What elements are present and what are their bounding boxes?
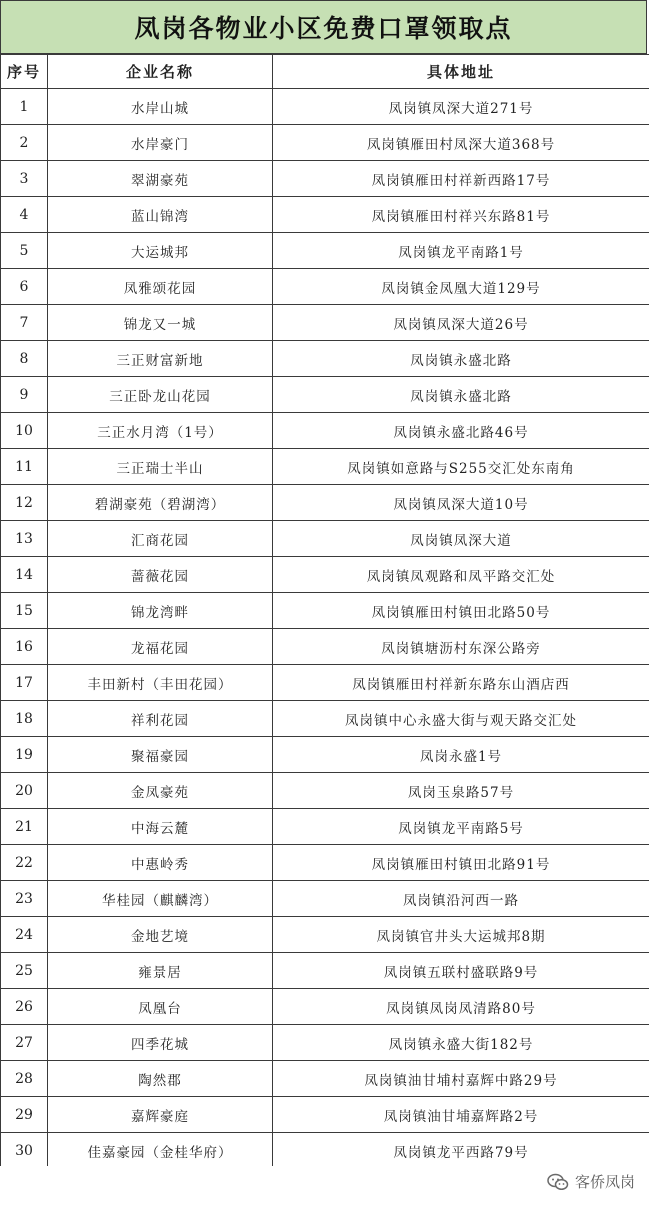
address: 凤岗镇凤观路和凤平路交汇处 — [273, 557, 649, 593]
address: 凤岗镇雁田村祥新西路17号 — [273, 161, 649, 197]
table-row — [1, 449, 649, 485]
row-number: 27 — [1, 1025, 48, 1061]
table-row — [1, 665, 649, 701]
address: 凤岗镇中心永盛大街与观天路交汇处 — [273, 701, 649, 737]
table-row — [1, 629, 649, 665]
community-name: 蓝山锦湾 — [48, 197, 273, 233]
table-row — [1, 413, 649, 449]
table-row — [1, 269, 649, 305]
table-row — [1, 953, 649, 989]
row-number: 16 — [1, 629, 48, 665]
community-name: 水岸山城 — [48, 89, 273, 125]
table-row — [1, 161, 649, 197]
column-header-name: 企业名称 — [48, 55, 273, 89]
address: 凤岗镇雁田村祥兴东路81号 — [273, 197, 649, 233]
address: 凤岗镇五联村盛联路9号 — [273, 953, 649, 989]
column-header-no: 序号 — [1, 55, 48, 89]
address: 凤岗镇永盛北路46号 — [273, 413, 649, 449]
table-row — [1, 773, 649, 809]
table-row — [1, 233, 649, 269]
community-name: 凤凰台 — [48, 989, 273, 1025]
table-row — [1, 521, 649, 557]
address: 凤岗镇永盛北路 — [273, 377, 649, 413]
column-header-address: 具体地址 — [273, 55, 649, 89]
address: 凤岗镇塘沥村东深公路旁 — [273, 629, 649, 665]
address: 凤岗镇凤岗凤清路80号 — [273, 989, 649, 1025]
address: 凤岗镇雁田村镇田北路50号 — [273, 593, 649, 629]
table-row — [1, 917, 649, 953]
address: 凤岗镇龙平南路1号 — [273, 233, 649, 269]
row-number: 10 — [1, 413, 48, 449]
community-name: 大运城邦 — [48, 233, 273, 269]
pickup-points-table — [0, 54, 649, 1169]
row-number: 4 — [1, 197, 48, 233]
row-number: 6 — [1, 269, 48, 305]
community-name: 聚福豪园 — [48, 737, 273, 773]
row-number: 5 — [1, 233, 48, 269]
community-name: 陶然郡 — [48, 1061, 273, 1097]
community-name: 丰田新村（丰田花园） — [48, 665, 273, 701]
community-name: 三正卧龙山花园 — [48, 377, 273, 413]
page-title: 凤岗各物业小区免费口罩领取点 — [0, 0, 647, 54]
table-row — [1, 737, 649, 773]
row-number: 28 — [1, 1061, 48, 1097]
community-name: 翠湖豪苑 — [48, 161, 273, 197]
address: 凤岗镇油甘埔村嘉辉中路29号 — [273, 1061, 649, 1097]
table-row — [1, 989, 649, 1025]
address: 凤岗镇永盛大街182号 — [273, 1025, 649, 1061]
community-name: 三正财富新地 — [48, 341, 273, 377]
wechat-icon — [547, 1173, 569, 1191]
address: 凤岗永盛1号 — [273, 737, 649, 773]
row-number: 22 — [1, 845, 48, 881]
table-row — [1, 341, 649, 377]
address: 凤岗镇官井头大运城邦8期 — [273, 917, 649, 953]
wechat-watermark — [547, 1171, 635, 1192]
watermark-text: 客侨凤岗 — [574, 1173, 635, 1191]
table-row — [1, 377, 649, 413]
row-number: 13 — [1, 521, 48, 557]
address: 凤岗镇雁田村祥新东路东山酒店西 — [273, 665, 649, 701]
community-name: 中海云麓 — [48, 809, 273, 845]
address: 凤岗镇龙平西路79号 — [273, 1133, 649, 1169]
table-row — [1, 557, 649, 593]
address: 凤岗镇永盛北路 — [273, 341, 649, 377]
community-name: 雍景居 — [48, 953, 273, 989]
row-number: 24 — [1, 917, 48, 953]
community-name: 三正水月湾（1号） — [48, 413, 273, 449]
address: 凤岗镇雁田村镇田北路91号 — [273, 845, 649, 881]
row-number: 25 — [1, 953, 48, 989]
address: 凤岗镇金凤凰大道129号 — [273, 269, 649, 305]
community-name: 汇商花园 — [48, 521, 273, 557]
community-name: 华桂园（麒麟湾） — [48, 881, 273, 917]
community-name: 四季花城 — [48, 1025, 273, 1061]
table-row — [1, 197, 649, 233]
address: 凤岗镇沿河西一路 — [273, 881, 649, 917]
address: 凤岗玉泉路57号 — [273, 773, 649, 809]
row-number: 23 — [1, 881, 48, 917]
community-name: 金凤豪苑 — [48, 773, 273, 809]
table-row — [1, 1061, 649, 1097]
address: 凤岗镇油甘埔嘉辉路2号 — [273, 1097, 649, 1133]
community-name: 蔷薇花园 — [48, 557, 273, 593]
table-row — [1, 881, 649, 917]
table-row — [1, 89, 649, 125]
row-number: 7 — [1, 305, 48, 341]
address: 凤岗镇雁田村凤深大道368号 — [273, 125, 649, 161]
row-number: 11 — [1, 449, 48, 485]
table-row — [1, 1133, 649, 1169]
table-row — [1, 305, 649, 341]
table-row — [1, 485, 649, 521]
community-name: 嘉辉豪庭 — [48, 1097, 273, 1133]
table-row — [1, 125, 649, 161]
row-number: 12 — [1, 485, 48, 521]
row-number: 17 — [1, 665, 48, 701]
table-row — [1, 593, 649, 629]
community-name: 碧湖豪苑（碧湖湾） — [48, 485, 273, 521]
address: 凤岗镇凤深大道26号 — [273, 305, 649, 341]
community-name: 金地艺境 — [48, 917, 273, 953]
row-number: 20 — [1, 773, 48, 809]
row-number: 1 — [1, 89, 48, 125]
community-name: 中惠岭秀 — [48, 845, 273, 881]
row-number: 9 — [1, 377, 48, 413]
row-number: 2 — [1, 125, 48, 161]
row-number: 21 — [1, 809, 48, 845]
row-number: 29 — [1, 1097, 48, 1133]
community-name: 佳嘉豪园（金桂华府） — [48, 1133, 273, 1169]
community-name: 锦龙湾畔 — [48, 593, 273, 629]
community-name: 锦龙又一城 — [48, 305, 273, 341]
row-number: 19 — [1, 737, 48, 773]
row-number: 15 — [1, 593, 48, 629]
address: 凤岗镇凤深大道10号 — [273, 485, 649, 521]
address: 凤岗镇凤深大道 — [273, 521, 649, 557]
community-name: 凤雅颂花园 — [48, 269, 273, 305]
row-number: 18 — [1, 701, 48, 737]
row-number: 8 — [1, 341, 48, 377]
row-number: 30 — [1, 1133, 48, 1169]
table-header-row — [1, 55, 649, 89]
address: 凤岗镇龙平南路5号 — [273, 809, 649, 845]
address: 凤岗镇凤深大道271号 — [273, 89, 649, 125]
community-name: 祥利花园 — [48, 701, 273, 737]
row-number: 3 — [1, 161, 48, 197]
table-row — [1, 845, 649, 881]
address: 凤岗镇如意路与S255交汇处东南角 — [273, 449, 649, 485]
community-name: 龙福花园 — [48, 629, 273, 665]
row-number: 14 — [1, 557, 48, 593]
community-name: 三正瑞士半山 — [48, 449, 273, 485]
table-row — [1, 809, 649, 845]
row-number: 26 — [1, 989, 48, 1025]
community-name: 水岸豪门 — [48, 125, 273, 161]
table-row — [1, 1025, 649, 1061]
table-row — [1, 1097, 649, 1133]
table-row — [1, 701, 649, 737]
